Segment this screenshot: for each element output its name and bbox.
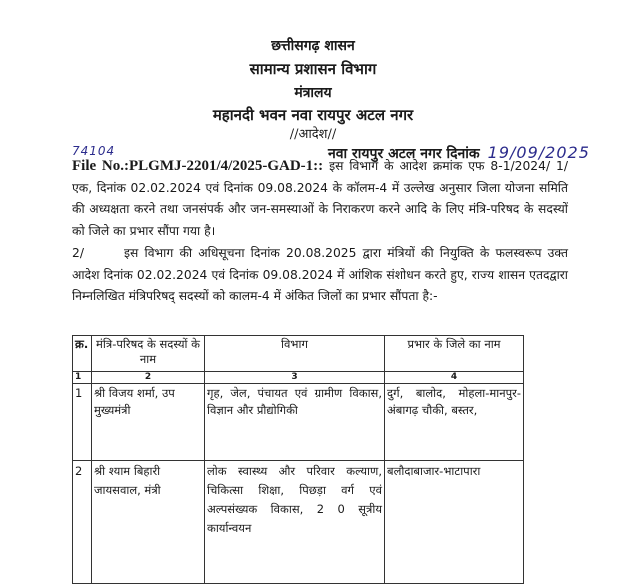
row-serial: 2: [73, 461, 92, 584]
row-serial: 1: [73, 384, 92, 461]
column-number: 3: [205, 372, 385, 384]
header-member-name: मंत्रि-परिषद के सदस्यों के नाम: [92, 336, 205, 372]
row-member-name: श्री विजय शर्मा, उप मुख्यमंत्री: [92, 384, 205, 461]
paragraph-2-text: इस विभाग की अधिसूचना दिनांक 20.08.2025 द्वारा मंत्रियों की नियुक्ति के फलस्वरूप उक्त आदेश दिनांक 02.02.2024 एवं दिनांक 09.08.2024 में आंशिक संशोधन करते हुए, राज्य शासन एतदद्वारा निम्नलिखित मंत्रिपरिषद् सदस्यों को कालम-4 में अंकित जिलों का प्रभार सौंपता है:-: [72, 246, 568, 304]
column-number-row: [73, 372, 524, 384]
order-title: //आदेश//: [289, 127, 337, 142]
department-name: सामान्य प्रशासन विभाग: [249, 60, 377, 78]
column-number: 1: [73, 372, 92, 384]
row-member-name: श्री श्याम बिहारी जायसवाल, मंत्री: [92, 461, 205, 584]
place-date-label: नवा रायपुर अटल नगर दिनांक: [328, 146, 480, 162]
paragraph-2: [72, 243, 568, 308]
handwritten-number: 74104: [72, 144, 116, 158]
table-row: [73, 384, 524, 461]
address-line: महानदी भवन नवा रायपुर अटल नगर: [212, 106, 414, 124]
column-number: 4: [385, 372, 524, 384]
row-department: गृह, जेल, पंचायत एवं ग्रामीण विकास, विज्ञान और प्रौद्योगिकी: [205, 384, 385, 461]
header-district: प्रभार के जिले का नाम: [385, 336, 524, 372]
paragraph-2-number: 2/: [72, 246, 84, 260]
row-districts: दुर्ग, बालोद, मोहला-मानपुर-अंबागढ़ चौकी, बस्तर,: [385, 384, 524, 461]
column-number: 2: [92, 372, 205, 384]
district-charge-table: [72, 335, 524, 584]
table-header-row: [73, 336, 524, 372]
row-districts: बलौदाबाजार-भाटापारा: [385, 461, 524, 584]
ministry-label: मंत्रालय: [294, 85, 332, 101]
row-department: लोक स्वास्थ्य और परिवार कल्याण, चिकित्सा शिक्षा, पिछड़ा वर्ग एवं अल्पसंख्यक विकास, 2 0 सूत्रीय कार्यान्वयन: [205, 461, 385, 584]
paragraph-1-text: इस विभाग के आदेश क्रमांक एफ 8-1/2024/ 1/एक, दिनांक 02.02.2024 एवं दिनांक 09.08.2024 के कॉलम-4 में उल्लेख अनुसार जिला योजना समिति की अध्यक्षता करने तथा जनसंपर्क और जन-समस्याओं के निराकरण करने आदि के लिए मंत्रि-परिषद के सदस्यों को जिले का प्रभार सौंपा गया है।: [72, 159, 569, 238]
paragraph-1: [72, 156, 568, 242]
file-number: File No.:PLGMJ-2201/4/2025-GAD-1::: [72, 158, 324, 174]
govt-name: छत्तीसगढ़ शासन: [271, 38, 355, 54]
handwritten-date: 19/09/2025: [487, 143, 590, 162]
header-department: विभाग: [205, 336, 385, 372]
header-serial: क्र.: [73, 336, 92, 372]
table-row: [73, 461, 524, 584]
